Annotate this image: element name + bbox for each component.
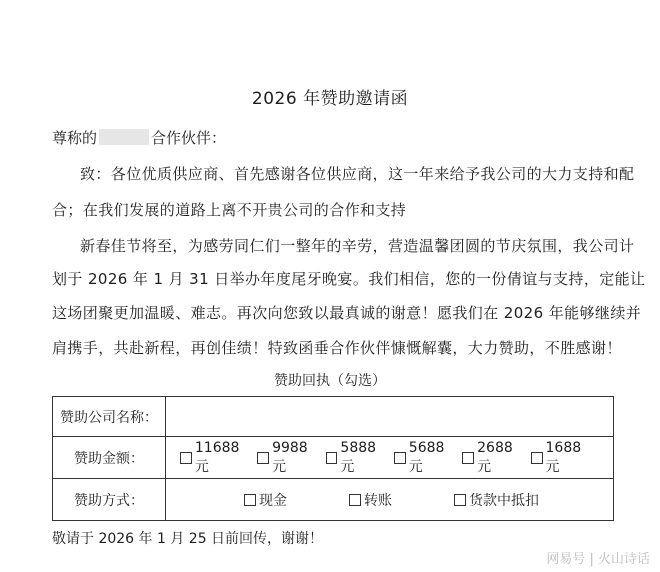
return-deadline-note: 敬请于 2026 年 1 月 25 日前回传，谢谢！ (52, 531, 324, 547)
amount-option-label: 5688 元 (408, 439, 445, 475)
sponsorship-form-table (52, 396, 614, 521)
checkbox-icon[interactable] (394, 452, 406, 464)
paragraph2-line1: 新春佳节将至，为感劳同仁们一整年的辛劳，营造温馨团圆的节庆氛围，我公司计 (80, 237, 635, 255)
amount-option[interactable] (531, 440, 599, 476)
amount-option[interactable] (257, 440, 325, 476)
company-name-field[interactable] (166, 397, 614, 437)
page-title: 2026 年赞助邀请函 (251, 89, 409, 109)
amount-option-label: 2688 元 (477, 439, 513, 475)
amount-option-label: 1688 元 (545, 439, 582, 475)
paragraph1-line2: 合；在我们发展的道路上离不开贵公司的合作和支持 (52, 201, 407, 219)
checkbox-icon[interactable] (244, 494, 256, 506)
method-option-label: 现金 (259, 492, 287, 509)
form-heading: 赞助回执（勾选） (274, 373, 386, 389)
checkbox-icon[interactable] (454, 494, 466, 506)
paragraph1-line1: 致：各位优质供应商、首先感谢各位供应商，这一年来给予我公司的大力支持和配 (80, 165, 635, 183)
checkbox-icon[interactable] (462, 452, 474, 464)
method-option[interactable] (349, 490, 392, 510)
redacted-name-block (99, 129, 149, 145)
checkbox-icon[interactable] (326, 452, 338, 464)
company-label: 赞助公司名称： (53, 397, 166, 437)
salutation-prefix: 尊称的 (52, 129, 98, 147)
method-option-label: 转账 (364, 492, 392, 509)
method-label: 赞助方式： (53, 479, 166, 521)
salutation-suffix: 合作伙伴： (151, 129, 227, 147)
amount-options-cell (166, 437, 614, 479)
amount-option-label: 9988 元 (272, 439, 308, 475)
paragraph2-line4: 肩携手，共赴新程，再创佳绩！特致函垂合作伙伴慷慨解囊，大力赞助，不胜感谢！ (52, 339, 622, 357)
company-row (53, 397, 614, 437)
amount-option[interactable] (462, 440, 530, 476)
amount-option[interactable] (180, 440, 257, 476)
method-option[interactable] (454, 490, 539, 510)
salutation (52, 127, 226, 148)
method-option-label: 货款中抵扣 (469, 492, 539, 509)
checkbox-icon[interactable] (180, 452, 192, 464)
watermark: 网易号 | 火山诗话 (546, 552, 650, 567)
checkbox-icon[interactable] (349, 494, 361, 506)
amount-label: 赞助金额： (53, 437, 166, 479)
checkbox-icon[interactable] (257, 452, 269, 464)
amount-row (53, 437, 614, 479)
checkbox-icon[interactable] (531, 452, 543, 464)
paragraph2-line3: 这场团聚更加温暖、难志。再次向您致以最真诚的谢意！愿我们在 2026 年能够继续并 (52, 304, 642, 322)
method-option[interactable] (244, 490, 287, 510)
amount-option[interactable] (326, 440, 394, 476)
method-row (53, 479, 614, 521)
amount-option-label: 11688 元 (194, 439, 240, 475)
method-options-cell (166, 479, 614, 521)
amount-option-label: 5888 元 (340, 439, 377, 475)
paragraph2-line2: 划于 2026 年 1 月 31 日举办年度尾牙晚宴。我们相信，您的一份倩谊与支持，定能让 (52, 270, 646, 288)
amount-option[interactable] (394, 440, 462, 476)
